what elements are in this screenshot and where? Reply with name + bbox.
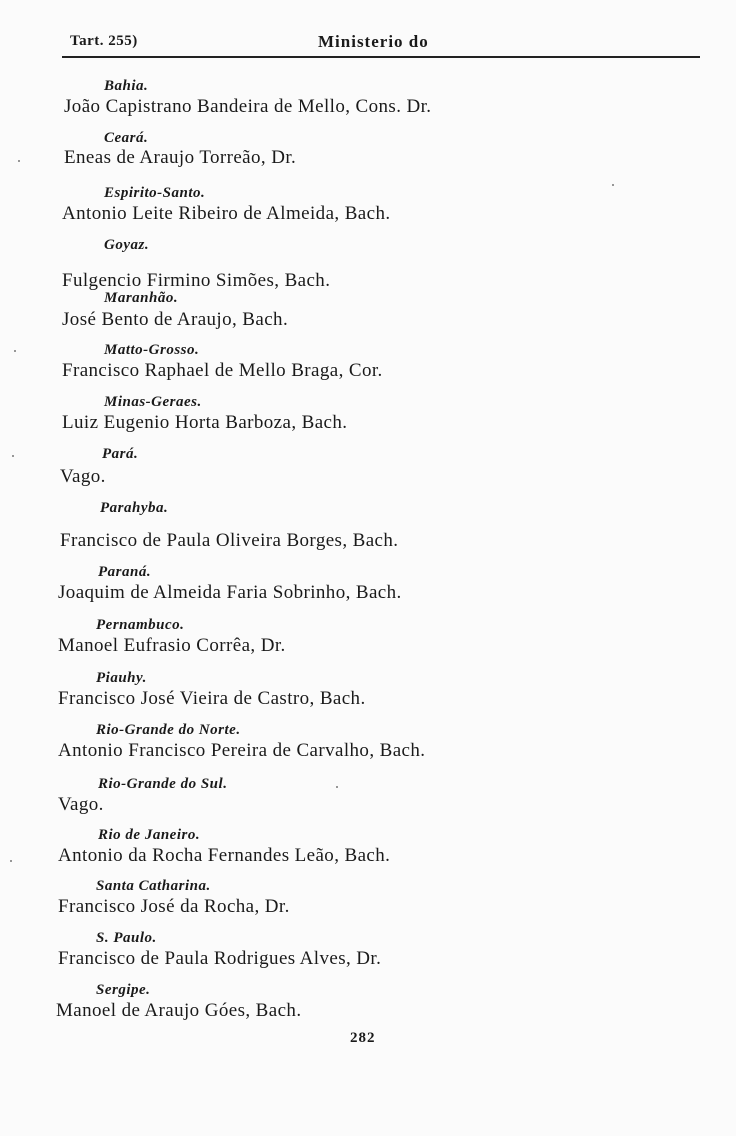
official-name: Vago. [60,466,106,487]
official-name: José Bento de Araujo, Bach. [62,309,289,330]
province-label: Sergipe. [96,982,151,998]
province-label: Pará. [102,446,139,462]
header-reference: Tart. 255) [70,33,138,49]
official-name: Manoel de Araujo Góes, Bach. [56,1000,302,1021]
province-label: Bahia. [104,78,149,94]
official-name: João Capistrano Bandeira de Mello, Cons. Dr. [64,96,432,117]
province-label: Rio-Grande do Sul. [98,776,228,792]
page-number: 282 [350,1030,376,1046]
official-name: Antonio Francisco Pereira de Carvalho, Bach. [58,740,426,761]
province-label: Rio-Grande do Norte. [96,722,241,738]
official-name: Francisco José da Rocha, Dr. [58,896,290,917]
header-rule [62,56,700,58]
print-speck [12,455,14,457]
official-name: Francisco José Vieira de Castro, Bach. [58,688,366,709]
official-name: Francisco de Paula Oliveira Borges, Bach. [60,530,399,551]
print-speck [10,860,12,862]
official-name: Manoel Eufrasio Corrêa, Dr. [58,635,286,656]
official-name: Antonio da Rocha Fernandes Leão, Bach. [58,845,391,866]
official-name: Francisco de Paula Rodrigues Alves, Dr. [58,948,382,969]
official-name: Francisco Raphael de Mello Braga, Cor. [62,360,383,381]
official-name: Eneas de Araujo Torreão, Dr. [64,147,297,168]
province-label: Rio de Janeiro. [98,827,201,843]
province-label: Goyaz. [104,237,150,253]
province-label: Minas-Geraes. [104,394,202,410]
province-label: Maranhão. [104,290,179,306]
province-label: S. Paulo. [96,930,157,946]
official-name: Antonio Leite Ribeiro de Almeida, Bach. [62,203,391,224]
print-speck [14,350,16,352]
print-speck [18,160,20,162]
province-label: Ceará. [104,130,149,146]
province-label: Parahyba. [100,500,169,516]
header-title: Ministerio do [318,32,429,51]
official-name: Fulgencio Firmino Simões, Bach. [62,270,331,291]
official-name: Vago. [58,794,104,815]
province-label: Matto-Grosso. [104,342,200,358]
official-name: Luiz Eugenio Horta Barboza, Bach. [62,412,348,433]
province-label: Piauhy. [96,670,147,686]
page-header [60,30,698,58]
official-name: Joaquim de Almeida Faria Sobrinho, Bach. [58,582,402,603]
province-label: Pernambuco. [96,617,185,633]
print-speck [336,786,338,788]
province-label: Paraná. [98,564,152,580]
print-speck [612,184,614,186]
province-label: Espirito-Santo. [104,185,206,201]
province-label: Santa Catharina. [96,878,211,894]
